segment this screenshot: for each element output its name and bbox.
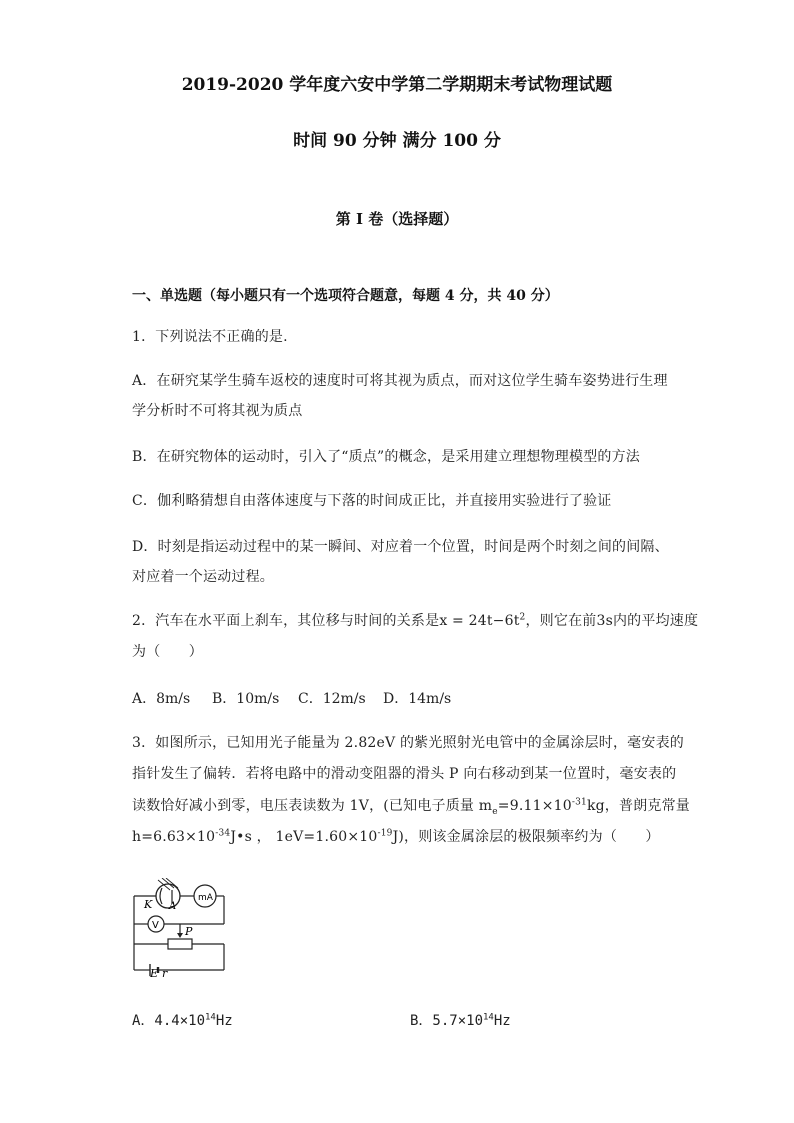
emf-label: E [150, 967, 159, 978]
q3-line3 [132, 795, 690, 815]
q2-stem-line2: 为（ ） [132, 644, 203, 660]
q3-line4 [132, 826, 660, 846]
cathode-label: K [144, 898, 153, 911]
q3-line4-sup1: -34 [215, 828, 231, 839]
q3-line1: 3．如图所示，已知用光子能量为 2.82eV 的紫光照射光电管中的金属涂层时，毫安表的 [132, 735, 684, 751]
internal-resistance-label: r [162, 967, 168, 978]
milliammeter-label: mA [198, 893, 213, 903]
q2-formula: x = 24t−6t [439, 613, 520, 629]
q3-line4-sup2: -19 [377, 828, 393, 839]
q3-option-a [132, 1010, 233, 1030]
slider-label: P [185, 925, 193, 938]
q2-stem [132, 610, 698, 630]
part-title: 第 I 卷（选择题） [335, 210, 459, 228]
q3-option-a-sup: 14 [205, 1012, 216, 1023]
q3-line3-sub: e [492, 806, 498, 817]
slider-arrow-icon [177, 933, 183, 938]
q2-stem-pre: 2．汽车在水平面上刹车，其位移与时间的关系是 [132, 613, 440, 629]
q3-option-b [410, 1010, 511, 1030]
q3-option-a-post: Hz [215, 1013, 233, 1029]
q2-formula-exp: 2 [519, 612, 526, 623]
voltmeter-label: V [152, 920, 159, 931]
q3-option-b-post: Hz [493, 1013, 511, 1029]
q2-stem-post: ，则它在前3s内的平均速度 [525, 613, 699, 629]
q2-option-a: A．8m/s [132, 691, 191, 707]
anode-label: A [169, 901, 177, 912]
q1-option-c: C．伽利略猜想自由落体速度与下落的时间成正比，并直接用实验进行了验证 [132, 493, 612, 509]
q2-option-d: D．14m/s [383, 691, 452, 707]
q2-option-c: C．12m/s [298, 691, 366, 707]
q3-line4-post: J)，则该金属涂层的极限频率约为（ ） [392, 829, 660, 845]
q3-line3-pre: 读数恰好减小到零，电压表读数为 1V，(已知电子质量 m [132, 798, 493, 814]
q3-line3-mid: =9.11×10 [497, 798, 572, 814]
q1-option-a-line1: A．在研究某学生骑车返校的速度时可将其视为质点，而对这位学生骑车姿势进行生理 [132, 373, 668, 389]
q3-option-b-sup: 14 [483, 1012, 494, 1023]
q3-option-b-pre: B．5.7×10 [410, 1013, 484, 1029]
q3-option-a-pre: A．4.4×10 [132, 1013, 206, 1029]
q1-stem: 1．下列说法不正确的是. [132, 329, 288, 345]
q1-option-b: B．在研究物体的运动时，引入了“质点”的概念，是采用建立理想物理模型的方法 [132, 449, 641, 465]
q1-option-d-line2: 对应着一个运动过程。 [132, 569, 274, 585]
q3-line3-post: kg，普朗克常量 [586, 798, 690, 814]
q1-option-d-line1: D．时刻是指运动过程中的某一瞬间、对应着一个位置，时间是两个时刻之间的间隔、 [132, 539, 669, 555]
rheostat-icon [168, 939, 192, 949]
q2-option-b: B．10m/s [212, 691, 280, 707]
q3-line4-pre: h=6.63×10 [132, 829, 216, 845]
q3-line4-mid: J•s ， 1eV=1.60×10 [230, 829, 378, 845]
q3-line3-sup: -31 [571, 797, 587, 808]
circuit-diagram [128, 878, 228, 978]
q3-line2: 指针发生了偏转．若将电路中的滑动变阻器的滑头 P 向右移动到某一位置时，毫安表的 [132, 766, 677, 782]
exam-info: 时间 90 分钟 满分 100 分 [293, 131, 501, 151]
q1-option-a-line2: 学分析时不可将其视为质点 [132, 403, 303, 419]
section-heading: 一、单选题（每小题只有一个选项符合题意，每题 4 分，共 40 分） [132, 288, 559, 304]
photocell-icon [156, 878, 180, 908]
page-title: 2019-2020 学年度六安中学第二学期期末考试物理试题 [181, 75, 613, 95]
